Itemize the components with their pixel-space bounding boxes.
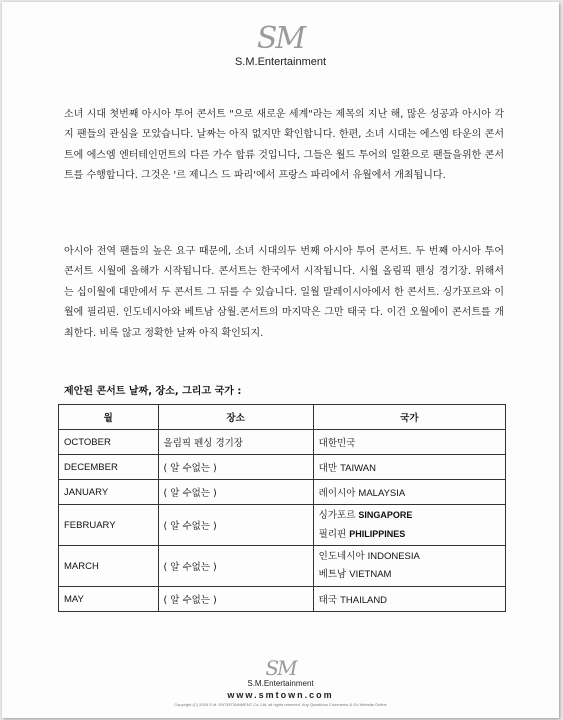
intro-paragraph: 소녀 시대 첫번째 아시아 투어 콘서트 "으로 새로운 세계"라는 제목의 지난 해, 많은 성공과 아시아 각지 팬들의 관심을 모았습니다. 날짜는 아직 없지만 확인합니다. 한편, 소녀 시대는 에스엠 타운의 콘서트에 에스엠 엔터테인먼트의 다른 가수 합류 것입니다, 그들은 월드 투어의 일환으로 팬들을위한 콘서트를 수행합니다. 그것은 '르 제니스 드 파리'에서 프랑스 파리에서 유월에서 개최됩니다. [64, 109, 504, 182]
header-country: 국가 [313, 405, 505, 430]
country-line [319, 566, 500, 584]
header-month: 월 [59, 405, 159, 430]
month-cell: DECEMBER [59, 455, 159, 480]
country-en: PHILIPPINES [349, 529, 406, 539]
table-header-row [59, 405, 506, 430]
header-logo [2, 21, 559, 68]
venue-cell: 올림픽 펜싱 경기장 [158, 430, 313, 455]
country-ko: 싱가포르 [318, 510, 356, 521]
country-en: MALAYSIA [358, 488, 406, 499]
company-name: S.M.Entertainment [247, 679, 314, 688]
venue-cell: ( 알 수없는 ) [158, 480, 313, 505]
country-line [319, 548, 500, 566]
country-ko: 대한민국 [318, 438, 356, 449]
table-row [59, 505, 506, 546]
country-en: THAILAND [340, 595, 388, 606]
month-cell: JANUARY [59, 480, 159, 505]
table-row [59, 587, 506, 612]
country-en: TAIWAN [340, 463, 376, 474]
sm-logo-mark: SM [256, 21, 305, 56]
venue-cell: ( 알 수없는 ) [158, 587, 313, 612]
website-link[interactable]: www.smtown.com [227, 690, 334, 700]
country-cell [313, 505, 505, 546]
country-cell [313, 587, 505, 612]
venue-cell: ( 알 수없는 ) [158, 505, 313, 546]
country-ko: 필리핀 [318, 529, 347, 540]
venue-cell: ( 알 수없는 ) [158, 455, 313, 480]
concert-schedule-table [58, 404, 506, 612]
table-row [59, 546, 506, 587]
copyright-fine-print: Copyright (C) 2005 S.M. ENTERTAINMENT Co.,Ltd. all rights reserved. Any Questions Comments & Go Website Online [174, 702, 387, 707]
table-heading: 제안된 콘서트 날짜, 장소, 그리고 국가 : [64, 386, 242, 397]
country-cell [313, 430, 505, 455]
month-cell: OCTOBER [59, 430, 159, 455]
footer-logo [2, 658, 559, 707]
sm-logo-mark: SM [265, 656, 296, 680]
country-line [319, 525, 500, 544]
table-row [59, 455, 506, 480]
month-cell: MARCH [59, 546, 159, 587]
country-line [319, 506, 500, 525]
country-ko: 레이시아 [318, 488, 356, 499]
company-name: S.M.Entertainment [234, 56, 327, 68]
country-en: SINGAPORE [358, 510, 413, 520]
country-cell [313, 546, 505, 587]
country-cell [313, 480, 505, 505]
country-ko: 태국 [318, 595, 338, 606]
country-ko: 인도네시아 [318, 551, 365, 562]
country-en: INDONESIA [367, 551, 420, 562]
venue-cell: ( 알 수없는 ) [158, 546, 313, 587]
country-en: VIETNAM [349, 569, 392, 580]
table-row [59, 480, 506, 505]
header-venue: 장소 [158, 405, 313, 430]
month-cell: MAY [59, 587, 159, 612]
country-ko: 대만 [318, 463, 338, 474]
table-row [59, 430, 506, 455]
month-cell: FEBRUARY [59, 505, 159, 546]
tour-paragraph: 아시아 전역 팬들의 높은 요구 때문에, 소녀 시대의두 번째 아시아 투어 콘서트. 두 번째 아시아 투어 콘서트 시월에 올해가 시작됩니다. 콘서트는 한국에서 시작됩니다. 시월 올림픽 펜싱 경기장. 위해서는 십이월에 대만에서 두 콘서트 그 뒤를 수 있습니다. 일월 말레이시아에서 한 콘서트. 싱가포르와 이월에 필리핀. 인도네시아와 베트남 삼월.콘서트의 마지막은 그만 태국 다. 이건 오월에이 콘서트를 개최한다. 비록 않고 정확한 날짜 아직 확인되지. [64, 246, 504, 339]
country-cell [313, 455, 505, 480]
document-page [2, 2, 559, 718]
country-ko: 베트남 [318, 569, 347, 580]
